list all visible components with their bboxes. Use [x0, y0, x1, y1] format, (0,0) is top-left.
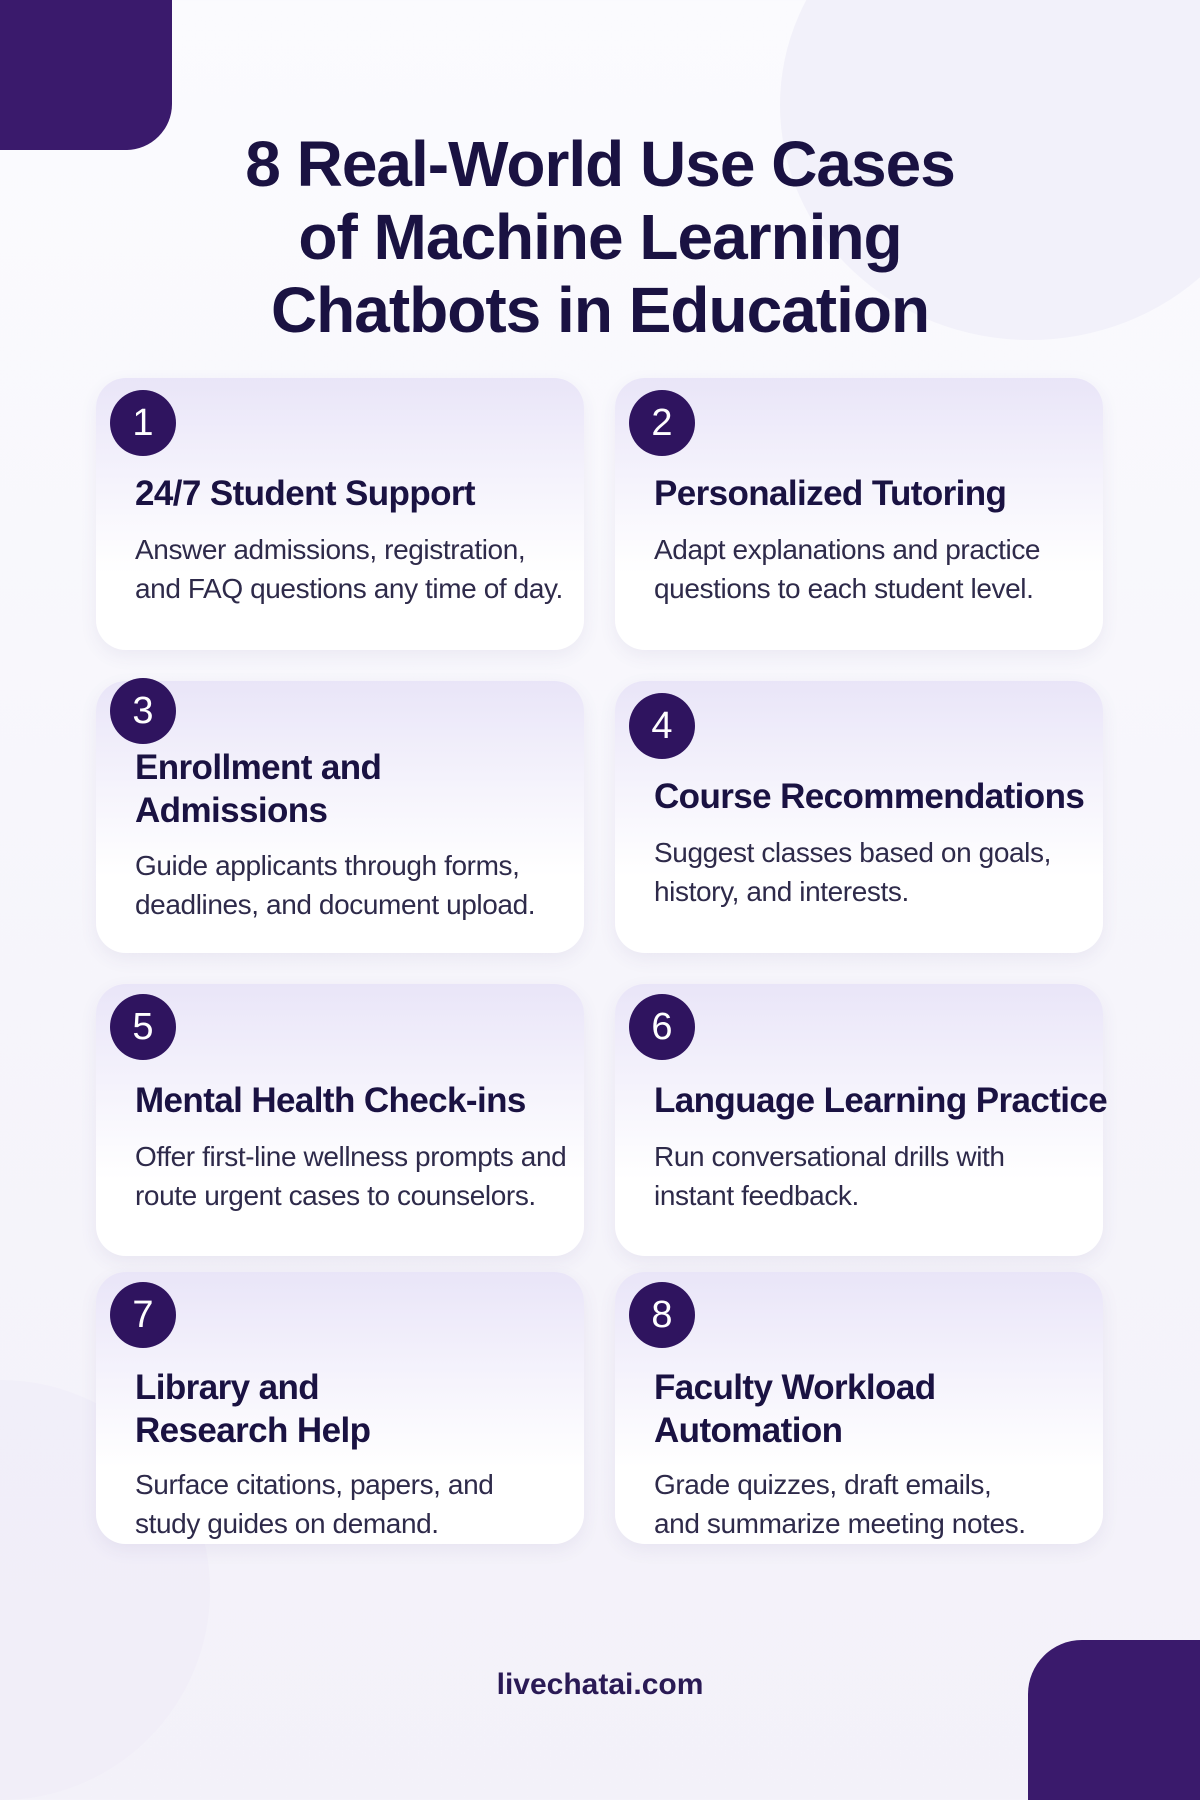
card-description [654, 1465, 1106, 1543]
number-badge: 1 [110, 390, 176, 456]
card-title-line: Library and [135, 1368, 320, 1407]
card-description-line: Suggest classes based on goals, [654, 837, 1051, 868]
corner-decoration-top-left [0, 0, 172, 150]
card-title-line: Research Help [135, 1411, 371, 1450]
use-case-card-1 [96, 378, 584, 650]
card-title [654, 1366, 1094, 1452]
card-description [135, 1137, 587, 1215]
card-title-line: Personalized Tutoring [654, 474, 1007, 513]
card-title-line: Faculty Workload [654, 1368, 936, 1407]
card-title-line: 24/7 Student Support [135, 474, 475, 513]
use-case-card-5 [96, 984, 584, 1256]
use-case-card-7 [96, 1272, 584, 1544]
use-case-card-8 [615, 1272, 1103, 1544]
use-case-card-3 [96, 681, 584, 953]
card-description [135, 530, 587, 608]
card-title [654, 775, 1094, 818]
use-case-card-4 [615, 681, 1103, 953]
card-description-line: Guide applicants through forms, [135, 850, 520, 881]
card-title-line: Enrollment and [135, 748, 382, 787]
number-badge: 5 [110, 994, 176, 1060]
card-description [654, 530, 1106, 608]
number-badge: 8 [629, 1282, 695, 1348]
page-title-line: Chatbots in Education [270, 274, 930, 346]
page-title-line: of Machine Learning [298, 201, 902, 273]
use-case-card-6 [615, 984, 1108, 1256]
card-title-line: Admissions [135, 791, 328, 830]
card-description-line: instant feedback. [654, 1180, 859, 1211]
card-title-line: Mental Health Check-ins [135, 1081, 526, 1120]
card-description-line: and summarize meeting notes. [654, 1508, 1026, 1539]
card-description-line: Grade quizzes, draft emails, [654, 1469, 992, 1500]
card-description-line: Offer first-line wellness prompts and [135, 1141, 567, 1172]
use-case-card-2 [615, 378, 1103, 650]
number-badge: 7 [110, 1282, 176, 1348]
card-title-line: Course Recommendations [654, 777, 1085, 816]
page-title-line: 8 Real-World Use Cases [245, 128, 955, 200]
card-title [135, 746, 575, 832]
card-title-line: Language Learning Practice [654, 1081, 1108, 1120]
card-description [135, 1465, 587, 1543]
card-description-line: study guides on demand. [135, 1508, 439, 1539]
card-description-line: and FAQ questions any time of day. [135, 573, 563, 604]
card-description-line: Answer admissions, registration, [135, 534, 526, 565]
card-title [654, 1079, 1124, 1122]
card-description-line: Surface citations, papers, and [135, 1469, 494, 1500]
card-description [654, 1137, 1106, 1215]
card-title [135, 472, 575, 515]
number-badge: 4 [629, 693, 695, 759]
card-description-line: route urgent cases to counselors. [135, 1180, 536, 1211]
number-badge: 6 [629, 994, 695, 1060]
card-description [654, 833, 1106, 911]
card-description-line: deadlines, and document upload. [135, 889, 536, 920]
card-title [135, 1366, 575, 1452]
page-title [150, 128, 1050, 347]
card-description-line: history, and interests. [654, 876, 909, 907]
card-description-line: Run conversational drills with [654, 1141, 1005, 1172]
card-description [135, 846, 587, 924]
number-badge: 2 [629, 390, 695, 456]
website-url: livechatai.com [496, 1668, 704, 1701]
card-title [135, 1079, 575, 1122]
card-title-line: Automation [654, 1411, 843, 1450]
card-title [654, 472, 1094, 515]
card-description-line: Adapt explanations and practice [654, 534, 1041, 565]
card-description-line: questions to each student level. [654, 573, 1034, 604]
corner-decoration-bottom-right [1028, 1640, 1200, 1800]
number-badge: 3 [110, 678, 176, 744]
